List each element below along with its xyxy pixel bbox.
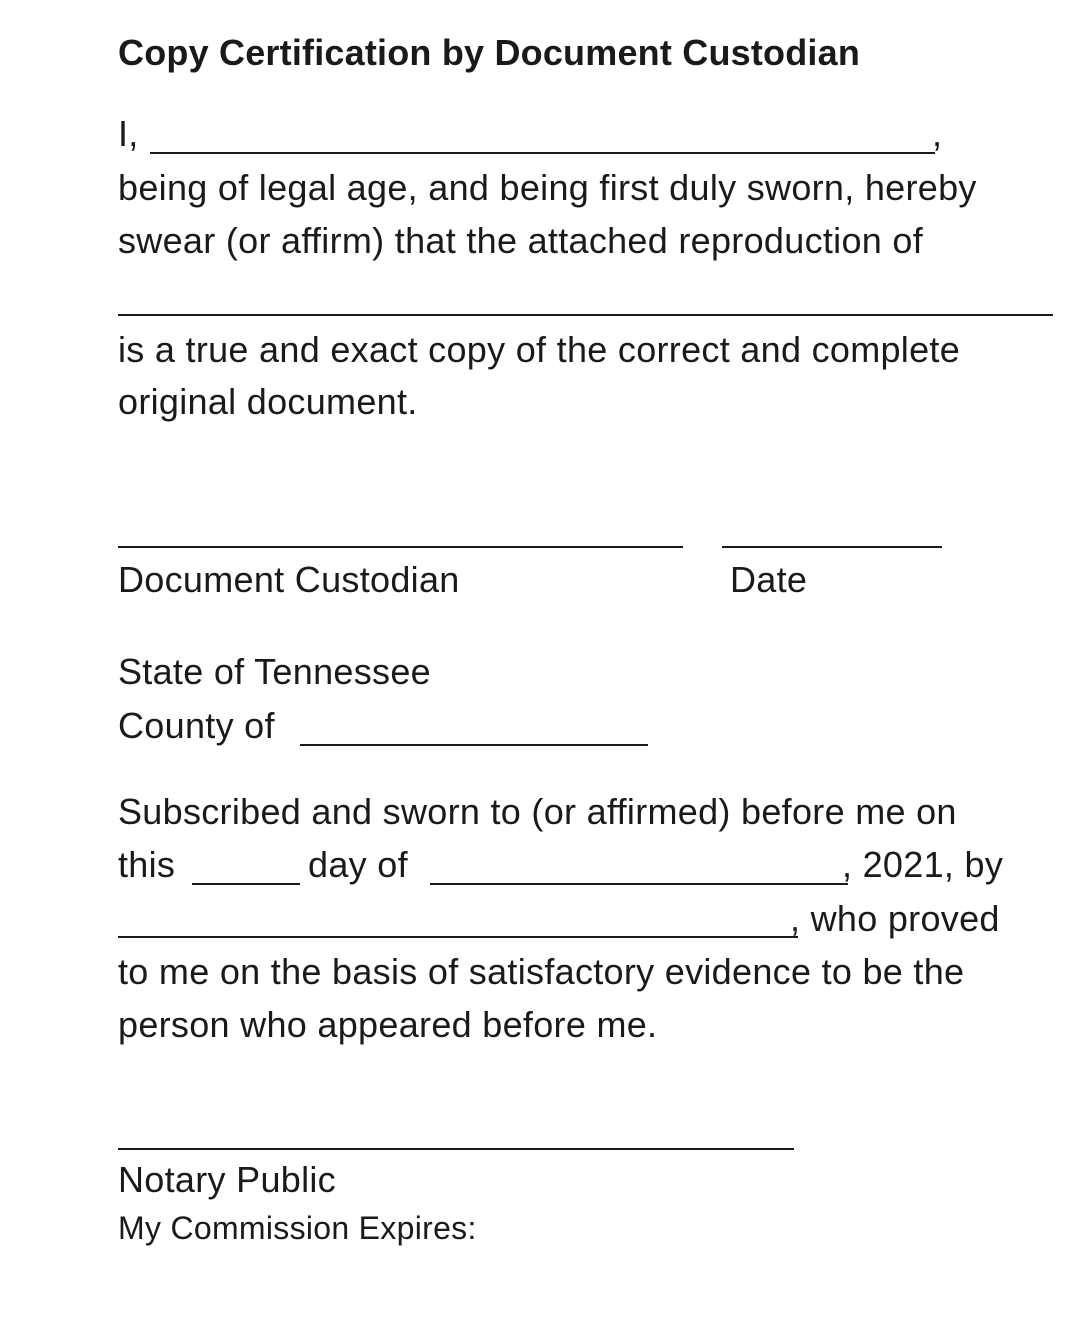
commission-expires-label: My Commission Expires:	[118, 1210, 477, 1246]
month-blank[interactable]	[430, 883, 848, 885]
jurat-day-of-label: day of	[308, 844, 408, 885]
statement-line-2: original document.	[118, 381, 418, 422]
affiant-name-blank[interactable]	[150, 152, 935, 154]
jurat-line-1: Subscribed and sworn to (or affirmed) before me on	[118, 791, 957, 832]
oath-line-1: being of legal age, and being first duly sworn, hereby	[118, 167, 977, 208]
statement-line-1: is a true and exact copy of the correct and complete	[118, 329, 961, 370]
notary-label: Notary Public	[118, 1159, 336, 1200]
date-label: Date	[730, 559, 808, 600]
signer-name-blank[interactable]	[118, 936, 798, 938]
affiant-prefix: I,	[118, 113, 139, 154]
day-blank[interactable]	[192, 883, 300, 885]
date-signature-line[interactable]	[722, 546, 942, 548]
notary-signature-line[interactable]	[118, 1148, 794, 1150]
document-description-blank[interactable]	[118, 314, 1053, 316]
jurat-line-5: person who appeared before me.	[118, 1004, 658, 1045]
custodian-signature-line[interactable]	[118, 546, 683, 548]
custodian-label: Document Custodian	[118, 559, 460, 600]
venue-state: State of Tennessee	[118, 651, 431, 692]
jurat-year-by: , 2021, by	[842, 844, 1004, 885]
document-title: Copy Certification by Document Custodian	[118, 32, 861, 73]
jurat-line-4: to me on the basis of satisfactory evidence to be the	[118, 951, 965, 992]
jurat-this-label: this	[118, 844, 176, 885]
oath-line-2: swear (or affirm) that the attached reproduction of	[118, 220, 924, 261]
jurat-who-proved: , who proved	[790, 898, 1000, 939]
affiant-suffix: ,	[932, 113, 943, 154]
venue-county-label: County of	[118, 705, 275, 746]
county-blank[interactable]	[300, 744, 648, 746]
